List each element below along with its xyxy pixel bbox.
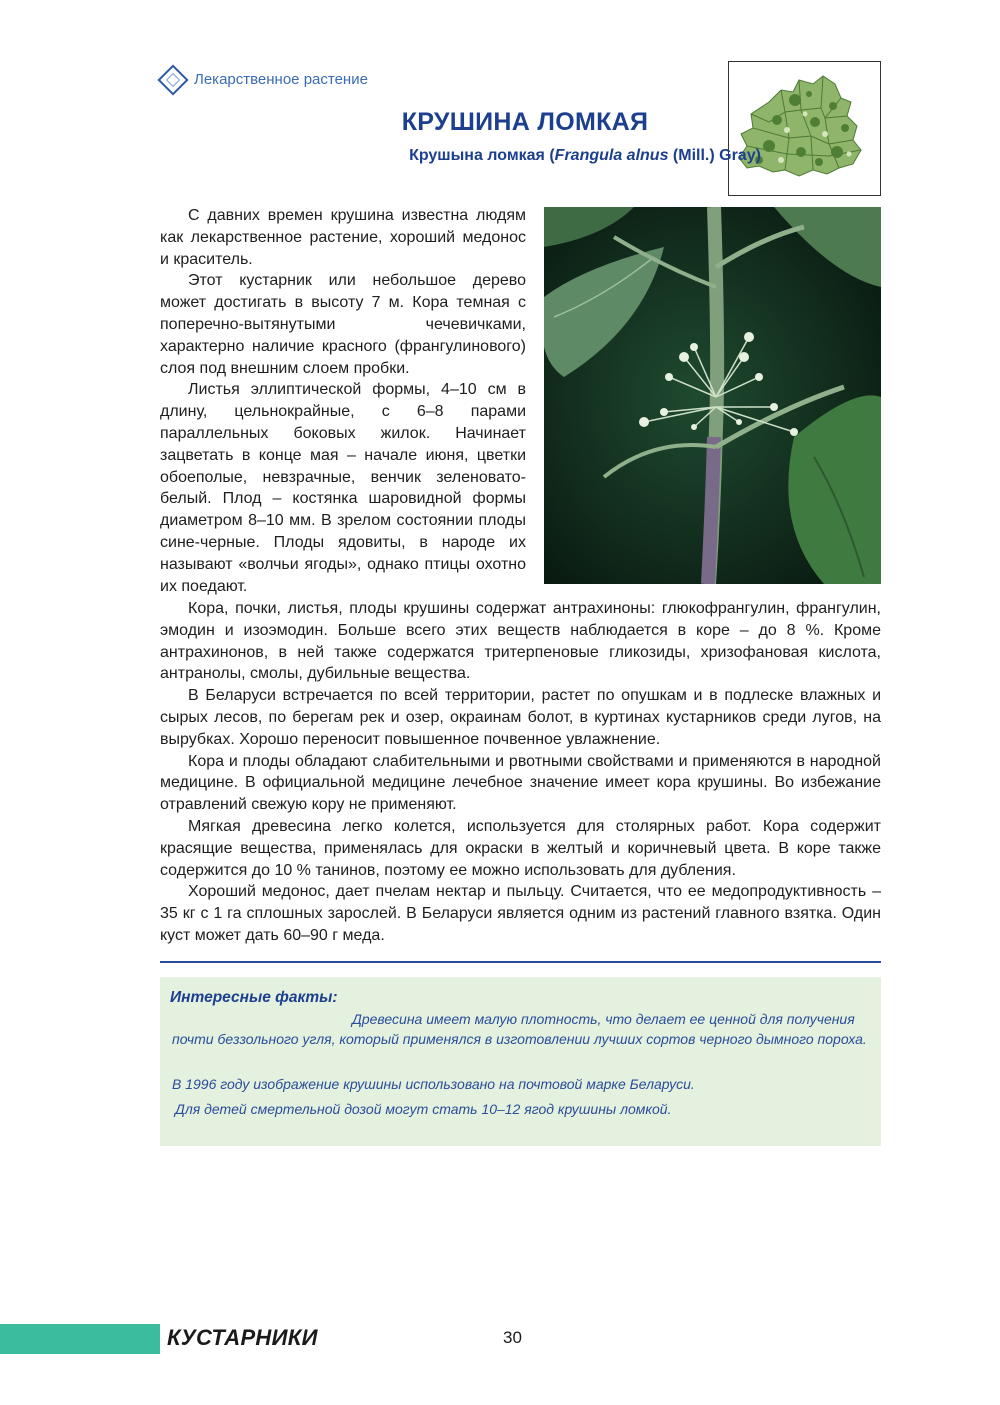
paragraph: Кора, почки, листья, плоды крушины содержат антрахиноны: глюкофрангулин, франгулин, эмодин и изоэмодин. Больше всего этих веществ наблюдается в коре – до 8 %. Кроме антрахинонов, в ней также содержатся тритерпеновые гликозиды, хризофановая кислота, антранолы, смолы, дубильные вещества. <box>160 600 881 683</box>
diamond-icon <box>158 65 186 93</box>
paragraph: Листья эллиптической формы, 4–10 см в длину, цельнокрайные, с 6–8 парами параллельных боковых жилок. Начинает зацветать в конце мая – начале июня, цветки обоеполые, невзрачные, венчик зеленовато-белый. Плод – костянка шаровидной формы диаметром 8–10 мм. В зрелом состоянии плоды сине-черные. Плоды ядовиты, в народе их называют «волчьи ягоды», однако птицы охотно их поедают. <box>160 381 526 595</box>
plant-photo <box>544 207 881 584</box>
subtitle-suffix: (Mill.) Gray) <box>668 147 761 164</box>
subtitle-latin: Frangula alnus <box>554 147 669 164</box>
interesting-facts-box <box>160 977 881 1146</box>
body-text-narrow <box>160 205 526 597</box>
frangula-flowers-image <box>544 207 881 584</box>
category-text: Лекарственное растение <box>194 70 368 88</box>
footer-section-label: КУСТАРНИКИ <box>167 1325 318 1350</box>
subtitle-prefix: Крушына ломкая ( <box>409 147 555 164</box>
category-label-row <box>158 64 368 94</box>
fact-item: В 1996 году изображение крушины использовано на почтовой марке Беларуси. <box>172 1076 695 1092</box>
paragraph: Хороший медонос, дает пчелам нектар и пыльцу. Считается, что ее медопродуктивность – 35 кг с 1 га сплошных зарослей. В Беларуси является одним из растений главного взятка. Один куст может дать 60–90 г меда. <box>160 883 881 944</box>
fact-item: Древесина имеет малую плотность, что делает ее ценной для получения почти беззольного угля, который применялся в изготовлении лучших сортов черного дымного пороха. <box>172 1011 867 1047</box>
paragraph: В Беларуси встречается по всей территории, растет по опушкам и в подлеске влажных и сырых лесов, по берегам рек и озер, окраинам болот, в куртинах кустарников среди лугов, на вырубках. Хорошо переносит повышенное почвенное увлажнение. <box>160 687 881 748</box>
page-subtitle <box>160 147 1000 165</box>
paragraph: Мягкая древесина легко колется, используется для столярных работ. Кора содержит красящие вещества, применялась для окраски в желтый и коричневый цвета. В коре также содержится до 10 % танинов, поэтому ее можно использовать для дубления. <box>160 817 881 879</box>
fact-item: Для детей смертельной дозой могут стать 10–12 ягод крушины ломкой. <box>175 1101 672 1117</box>
page-number: 30 <box>503 1328 522 1347</box>
paragraph: С давних времен крушина известна людям как лекарственное растение, хороший медонос и краситель. <box>160 207 526 268</box>
facts-title: Интересные факты: <box>170 989 338 1006</box>
paragraph: Этот кустарник или небольшое дерево может достигать в высоту 7 м. Кора темная с поперечно-вытянутыми чечевичками, характерно наличие красного (франгулинового) слоя под внешним слоем пробки. <box>160 272 526 377</box>
footer-color-bar <box>0 1324 160 1354</box>
paragraph: Кора и плоды обладают слабительными и рвотными свойствами и применяются в народной медицине. В официальной медицине лечебное значение имеет кора крушины. Во избежание отравлений свежую кору не применяют. <box>160 752 881 814</box>
section-divider <box>160 961 881 963</box>
page-title: КРУШИНА ЛОМКАЯ <box>401 108 649 136</box>
body-text-wide <box>160 598 881 947</box>
